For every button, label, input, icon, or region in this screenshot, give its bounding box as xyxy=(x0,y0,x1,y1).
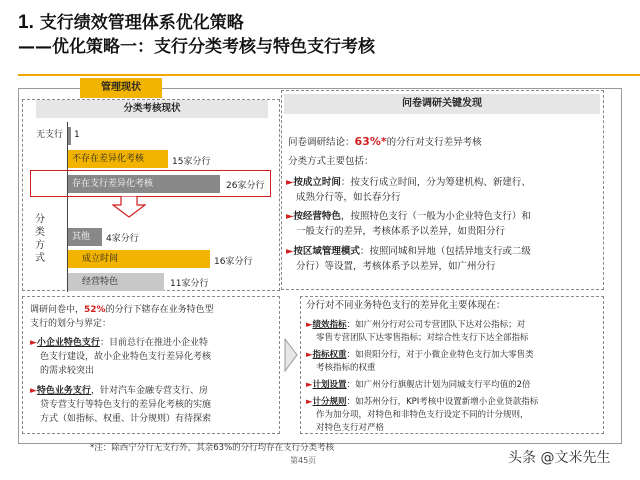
methods-intro: 分类方式主要包括： xyxy=(288,156,374,167)
survey-percent: 52% xyxy=(84,305,106,315)
bar-founding-time: 成立时间 xyxy=(68,250,210,268)
page-subtitle: ——优化策略一：支行分类考核与特色支行考核 xyxy=(18,37,375,57)
method-item-region-cont: 分行）等设置，考核体系予以差异，如广州分行 xyxy=(296,261,496,272)
diff-text: ：如广州分行对公司专营团队下达对公指标；对 xyxy=(346,320,526,330)
highlight-box xyxy=(30,170,271,197)
conclusion-suffix: 的分行对支行差异考核 xyxy=(386,137,482,148)
title-text: 支行绩效管理体系优化策略 xyxy=(39,13,244,33)
bar-count-founding-time: 16家分行 xyxy=(214,257,253,267)
survey-intro-prefix: 调研问卷中， xyxy=(30,305,85,315)
differentiation-intro: 分行对不同业务特色支行的差异化主要体现在： xyxy=(306,300,506,311)
title-number: 1. xyxy=(18,12,34,33)
title-rule xyxy=(18,74,640,76)
survey-bullet-small-biz-l3: 的需求较突出 xyxy=(40,366,95,376)
bar-count-business-feature: 11家分行 xyxy=(170,279,209,289)
method-text: ，按照特色支行（一般为小企业特色支行）和 xyxy=(340,211,531,222)
method-item-founding: ►按成立时间：按支行成立时间，分为筹建机构、新建行、 xyxy=(286,177,531,188)
watermark: 头条 @文米先生 xyxy=(508,450,611,466)
survey-bullet-feature-biz-l2: 贷专营支行等特色支行的差异化考核的实施 xyxy=(40,400,212,410)
bullet-title: 特色业务支行 xyxy=(36,386,91,396)
category-axis-label: 分类方式 xyxy=(35,214,45,264)
bar-count-no-diff: 15家分行 xyxy=(172,157,211,167)
diff-item-indicators-l2: 零售专营团队下达零售指标；对综合性支行下达全部指标 xyxy=(316,333,529,343)
diff-item-plan: ►计划设置：如广州分行旗舰店计划为同城支行平均值的2倍 xyxy=(306,380,531,390)
bar-other: 其他 xyxy=(68,228,102,246)
findings-conclusion xyxy=(288,134,482,150)
down-arrow-icon xyxy=(112,196,146,218)
survey-intro xyxy=(30,303,214,317)
bar-no-diff: 不存在差异化考核 xyxy=(68,150,168,168)
right-arrow-icon xyxy=(284,338,298,372)
status-tab: 管理现状 xyxy=(80,78,162,98)
diff-item-weights-l2: 考核指标的权重 xyxy=(316,363,376,373)
diff-item-indicators: ►绩效指标：如广州分行对公司专营团队下达对公指标；对 xyxy=(306,320,526,330)
bar-count-other: 4家分行 xyxy=(106,234,139,244)
survey-bullet-small-biz-l2: 色支行建设，故小企业特色支行差异化考核 xyxy=(40,352,212,362)
diff-text: ：如贵阳分行，对于小微企业特色支行加大零售类 xyxy=(346,350,534,360)
diff-item-scoring-l3: 对特色支行对严格 xyxy=(316,423,385,433)
bullet-text: ，针对汽车金融专营支行、房 xyxy=(90,386,208,396)
survey-bullet-feature-biz-l3: 方式（如指标、权重、计分规则）有待探索 xyxy=(40,414,212,424)
method-title: 按经营特色 xyxy=(293,211,341,222)
method-item-region: ►按区域管理模式：按照同城和异地（包括异地支行或二级 xyxy=(286,246,531,257)
diff-title: 计分规则 xyxy=(312,397,347,407)
method-item-feature-cont: 一般支行的差异，考核体系予以差异，如贵阳分行 xyxy=(296,226,506,237)
method-title: 按区域管理模式 xyxy=(293,246,360,257)
footnote: *注：除西宁分行无支行外，其余63%的分行均存在支行分类考核 xyxy=(90,443,335,453)
survey-bullet-small-biz: ►小企业特色支行：目前总行在推进小企业特 xyxy=(30,338,208,348)
bar-count-no-branch: 1 xyxy=(74,130,80,140)
diff-text: ：如广州分行旗舰店计划为同城支行平均值的2倍 xyxy=(346,380,531,390)
bullet-text: ：目前总行在推进小企业特 xyxy=(99,338,208,348)
bar-count-diff: 26家分行 xyxy=(226,181,265,191)
diff-item-scoring: ►计分规则：如苏州分行，KPI考核中设置新增小企业贷款指标 xyxy=(306,397,539,407)
method-text: ：按支行成立时间，分为筹建机构、新建行、 xyxy=(340,177,531,188)
status-panel-header: 分类考核现状 xyxy=(36,100,268,118)
method-title: 按成立时间 xyxy=(293,177,341,188)
bar-no-branch xyxy=(68,127,71,145)
bullet-title: 小企业特色支行 xyxy=(36,338,100,348)
diff-title: 绩效指标 xyxy=(312,320,347,330)
conclusion-prefix: 问卷调研结论： xyxy=(288,137,355,148)
page-title xyxy=(18,8,244,34)
survey-intro-line2: 支行的划分与界定： xyxy=(30,319,112,329)
bar-label-no-branch: 无支行 xyxy=(36,130,64,140)
method-text: ：按照同城和异地（包括异地支行或二级 xyxy=(359,246,531,257)
diff-item-weights: ►指标权重：如贵阳分行，对于小微企业特色支行加大零售类 xyxy=(306,350,534,360)
bar-diff: 存在支行差异化考核 xyxy=(68,175,220,193)
method-item-founding-cont: 成熟分行等，如长春分行 xyxy=(296,192,401,203)
conclusion-percent: 63%* xyxy=(354,135,387,148)
diff-text: ：如苏州分行，KPI考核中设置新增小企业贷款指标 xyxy=(346,397,539,407)
survey-intro-suffix: 的分行下辖存在业务特色型 xyxy=(105,305,214,315)
diff-title: 指标权重 xyxy=(312,350,347,360)
diff-title: 计划设置 xyxy=(312,380,347,390)
bar-business-feature: 经营特色 xyxy=(68,273,164,291)
findings-header: 问卷调研关键发现 xyxy=(284,94,600,114)
survey-bullet-feature-biz: ►特色业务支行，针对汽车金融专营支行、房 xyxy=(30,386,208,396)
diff-item-scoring-l2: 作为加分项，对特色和非特色支行设定不同的计分规则， xyxy=(316,410,529,420)
method-item-feature: ►按经营特色，按照特色支行（一般为小企业特色支行）和 xyxy=(286,211,531,222)
page-number: 第45页 xyxy=(290,456,317,465)
